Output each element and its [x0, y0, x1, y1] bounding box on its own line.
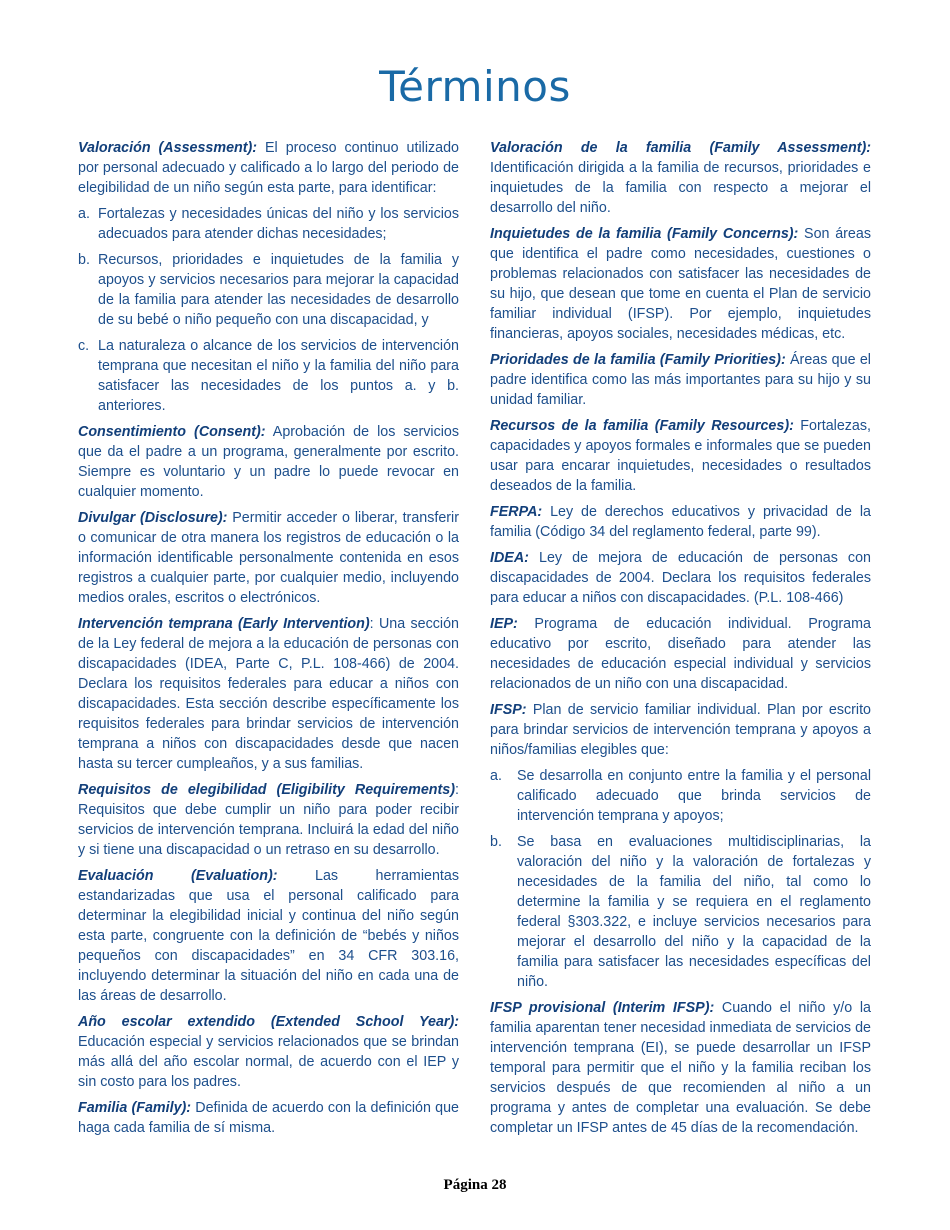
- list-marker: b.: [78, 252, 90, 268]
- glossary-entry-ferpa: [490, 502, 871, 542]
- definition: : Una sección de la Ley federal de mejora a la educación de personas con discapacidades (IDEA, Parte C, P.L. 108-466) de 2004. Declara los requisitos federales para educar a niños con discapacidades. Esta sección describe específicamente los requisitos federales para brindar servicios de intervención temprana a niños con discapacidades desde que nacen hasta su tercer cumpleaños, y a sus familias.: [78, 616, 460, 772]
- list-item: [78, 336, 459, 416]
- definition: Ley de derechos educativos y privacidad de la familia (Código 34 del reglamento federal, parte 99).: [490, 504, 871, 540]
- term: Familia (Family):: [78, 1100, 192, 1116]
- definition: Permitir acceder o liberar, transferir o comunicar de otra manera los registros de educación o la información identificable personalmente contenida en esos registros a cualquier parte, por cualquier medio, incluyendo medios orales, escritos o electrónicos.: [78, 510, 459, 606]
- glossary-entry-ifsp: [490, 700, 871, 760]
- term: Consentimiento (Consent):: [78, 424, 266, 440]
- list-marker: a.: [78, 206, 90, 222]
- definition: Definida de acuerdo con la definición que haga cada familia de sí misma.: [78, 1100, 460, 1136]
- term: IFSP provisional (Interim IFSP):: [490, 1000, 715, 1016]
- glossary-entry-iep: [490, 614, 871, 694]
- term: Evaluación (Evaluation):: [78, 868, 278, 884]
- definition: Cuando el niño y/o la familia aparentan tener necesidad inmediata de servicios de intervención temprana (EI), se puede desarrollar un IFSP temporal para permitir que el niño y la familia reciban los servicios después de que recomienden al niño a un programa y antes de completar una evaluación. Se debe completar un IFSP antes de 45 días de la recomendación.: [490, 1000, 871, 1136]
- glossary-entry-family-assessment: [490, 138, 871, 218]
- glossary-entry-consent: [78, 422, 459, 502]
- page-title: Términos: [379, 62, 571, 111]
- glossary-entry-family-concerns: [490, 224, 871, 344]
- list-item-text: Recursos, prioridades e inquietudes de la familia y apoyos y servicios necesarios para mejorar la capacidad de la familia para atender las necesidades de desarrollo de su bebé o niño pequeño con una discapacidad, y: [98, 252, 459, 328]
- definition: Ley de mejora de educación de personas con discapacidades de 2004. Declara los requisitos federales para educar a niños con discapacidades. (P.L. 108-466): [490, 550, 871, 606]
- glossary-entry-idea: [490, 548, 871, 608]
- glossary-entry-assessment: [78, 138, 459, 198]
- term: Valoración (Assessment):: [78, 140, 258, 156]
- list-marker: a.: [490, 768, 502, 784]
- glossary-entry-eligibility: [78, 780, 459, 860]
- list-item: [490, 766, 871, 826]
- term: Prioridades de la familia (Family Priorities):: [490, 352, 786, 368]
- term: Valoración de la familia (Family Assessment):: [490, 140, 871, 156]
- definition: Fortalezas, capacidades y apoyos formales e informales que se pueden usar para encarar inquietudes, necesidades o resultados deseados de la familia.: [490, 418, 871, 494]
- list-item: [78, 204, 459, 244]
- definition: : Requisitos que debe cumplir un niño para poder recibir servicios de intervención temprana. Incluirá la edad del niño y si tiene una discapacidad o un retraso en su desarrollo.: [78, 782, 459, 858]
- left-column: [78, 138, 459, 1144]
- list-item: [490, 832, 871, 992]
- definition: Plan de servicio familiar individual. Plan por escrito para brindar servicios de intervención temprana y apoyos a niños/familias elegibles que:: [490, 702, 871, 758]
- list-item-text: La naturaleza o alcance de los servicios de intervención temprana que necesitan el niño y la familia del niño para satisfacer las necesidades de los puntos a. y b. anteriores.: [98, 338, 459, 414]
- term: Divulgar (Disclosure):: [78, 510, 228, 526]
- glossary-entry-family-resources: [490, 416, 871, 496]
- term: IDEA:: [490, 550, 529, 566]
- definition: Programa de educación individual. Programa educativo por escrito, diseñado para atender las necesidades de educación especial individual y servicios relacionados de un niño con una discapacidad.: [490, 616, 871, 692]
- definition: Identificación dirigida a la familia de recursos, prioridades e inquietudes de la familia con respecto a mejorar el desarrollo del niño.: [490, 160, 871, 216]
- glossary-entry-family: [78, 1098, 459, 1138]
- glossary-entry-evaluation: [78, 866, 459, 1006]
- term: FERPA:: [490, 504, 543, 520]
- list-item-text: Fortalezas y necesidades únicas del niño y los servicios adecuados para atender dichas necesidades;: [98, 206, 459, 242]
- definition: Áreas que el padre identifica como las más importantes para su hijo y su unidad familiar.: [490, 352, 871, 408]
- glossary-entry-disclosure: [78, 508, 459, 608]
- term: Requisitos de elegibilidad (Eligibility Requirements): [78, 782, 456, 798]
- list-marker: b.: [490, 834, 502, 850]
- term: IFSP:: [490, 702, 527, 718]
- list-item-text: Se desarrolla en conjunto entre la familia y el personal calificado adecuado que brinda servicios de intervención temprana y apoyos;: [517, 768, 871, 824]
- list-marker: c.: [78, 338, 90, 354]
- glossary-entry-esy: [78, 1012, 459, 1092]
- definition: Son áreas que identifica el padre como necesidades, cuestiones o problemas relacionados con satisfacer las necesidades de su hijo, que desean que tome en cuenta el Plan de servicio familiar individual (IFSP). Por ejemplo, inquietudes financieras, apoyos sociales, necesidades médicas, etc.: [490, 226, 871, 342]
- definition: Educación especial y servicios relacionados que se brindan más allá del año escolar normal, de acuerdo con el IEP y sin costo para los padres.: [78, 1034, 459, 1090]
- page-number: Página 28: [443, 1177, 507, 1193]
- right-column: [490, 138, 871, 1144]
- glossary-entry-family-priorities: [490, 350, 871, 410]
- term: IEP:: [490, 616, 518, 632]
- definition: El proceso continuo utilizado por personal adecuado y calificado a lo largo del periodo de elegibilidad de un niño según esta parte, para identificar:: [78, 140, 459, 196]
- definition: Las herramientas estandarizadas que usa el personal calificado para determinar la elegibilidad inicial y continua del niño según esta parte, congruente con la definición de “bebés y niños pequeños con discapacidades” en 34 CFR 303.16, incluyendo determinar la situación del niño en cada una de las áreas de desarrollo.: [78, 868, 459, 1004]
- term: Recursos de la familia (Family Resources):: [490, 418, 794, 434]
- term: Intervención temprana (Early Intervention): [78, 616, 370, 632]
- list-item-text: Se basa en evaluaciones multidisciplinarias, la valoración del niño y la valoración de fortalezas y necesidades de la familia del niño, tal como lo determine la familia y se requiera en el reglamento federal §303.322, e incluye servicios necesarios para mejorar el desarrollo del niño y la capacidad de la familia para satisfacer las necesidades específicas del niño.: [517, 834, 871, 990]
- glossary-entry-early-intervention: [78, 614, 459, 774]
- glossary-entry-interim-ifsp: [490, 998, 871, 1138]
- list-item: [78, 250, 459, 330]
- definition: Aprobación de los servicios que da el padre a un programa, generalmente por escrito. Siempre es voluntario y un padre lo puede revocar en cualquier momento.: [78, 424, 459, 500]
- term: Inquietudes de la familia (Family Concerns):: [490, 226, 799, 242]
- term: Año escolar extendido (Extended School Year):: [78, 1014, 459, 1030]
